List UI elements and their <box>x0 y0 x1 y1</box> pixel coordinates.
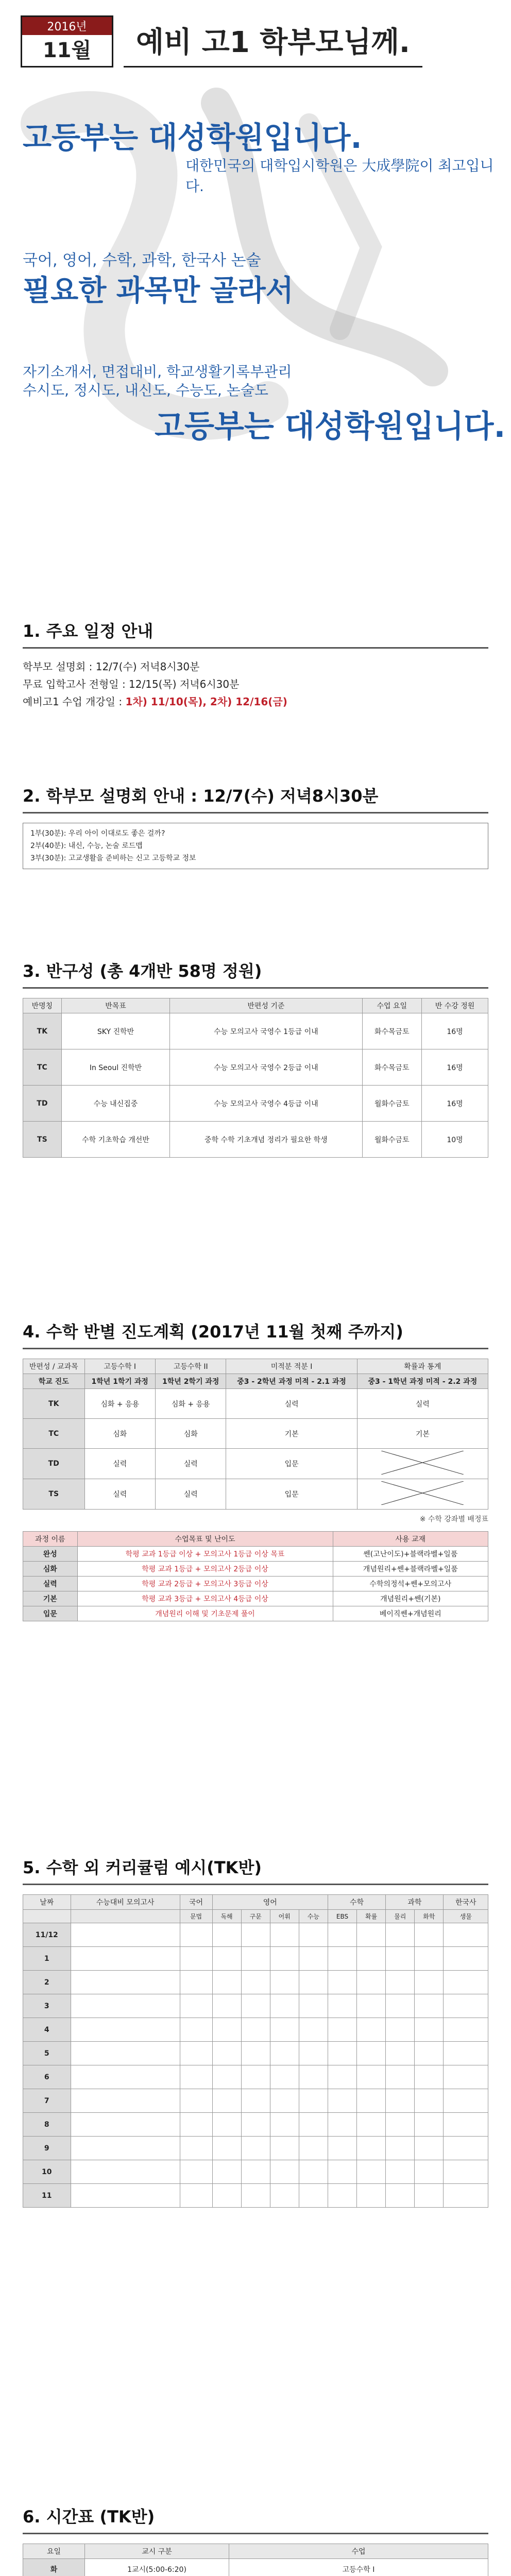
section-title: 2. 학부모 설명회 안내 : 12/7(수) 저녁8시30분 <box>23 783 488 814</box>
col-header: 반편성 기준 <box>170 998 362 1013</box>
schedule-item-start <box>23 693 488 710</box>
date-month: 11월 <box>42 39 92 62</box>
col-header: 과학 <box>386 1895 444 1910</box>
table-cell <box>386 2065 415 2089</box>
table-cell <box>444 2113 488 2137</box>
table-cell <box>444 2160 488 2184</box>
table-cell: 화수목금토 <box>362 1049 422 1086</box>
table-cell <box>328 2042 356 2065</box>
table-cell <box>299 1971 328 1994</box>
table-cell <box>415 1971 444 1994</box>
table-cell <box>71 2137 180 2160</box>
curriculum-table <box>23 1894 488 2208</box>
week-cell: 8 <box>23 2113 71 2137</box>
table-cell <box>270 1923 299 1947</box>
hero-choose: 필요한 과목만 골라서 <box>23 274 294 308</box>
table-cell <box>212 2160 241 2184</box>
table-cell: TK <box>23 1013 62 1049</box>
hero-subjects: 국어, 영어, 수학, 과학, 한국사 논술 <box>23 251 261 269</box>
table-cell <box>270 2042 299 2065</box>
sub-header: 문법 <box>180 1910 212 1923</box>
col-header: 수학 <box>328 1895 385 1910</box>
table-cell <box>241 1947 270 1971</box>
table-cell <box>328 2018 356 2042</box>
table-cell <box>180 1994 212 2018</box>
table-row <box>23 1994 488 2018</box>
table-cell <box>212 2089 241 2113</box>
table-cell: 수능 내신집중 <box>61 1086 169 1122</box>
week-cell: 1 <box>23 1947 71 1971</box>
table-cell <box>212 2042 241 2065</box>
table-cell: 학평 교과 2등급 + 모의고사 3등급 이상 <box>77 1577 333 1591</box>
table-cell: 수학의정석+쎈+모의고사 <box>333 1577 488 1591</box>
col-header: 수능대비 모의고사 <box>71 1895 180 1910</box>
empty-cell-crossed <box>357 1479 488 1510</box>
table-cell <box>71 1971 180 1994</box>
table-cell <box>415 2089 444 2113</box>
table-cell <box>212 1994 241 2018</box>
table-cell <box>444 2137 488 2160</box>
table-cell: TD <box>23 1086 62 1122</box>
sub-header: 구문 <box>241 1910 270 1923</box>
table-cell <box>180 1971 212 1994</box>
table-cell: SKY 진학반 <box>61 1013 169 1049</box>
col-header: 과정 이름 <box>23 1532 78 1547</box>
title-bar <box>21 14 422 67</box>
table-cell <box>299 2089 328 2113</box>
sub-header: 물리 <box>386 1910 415 1923</box>
table-cell: 월화수금토 <box>362 1086 422 1122</box>
table-row <box>23 2160 488 2184</box>
table-cell <box>299 1994 328 2018</box>
cross-out-icon <box>381 1451 464 1475</box>
section-title: 1. 주요 일정 안내 <box>23 618 488 649</box>
table-cell <box>386 1994 415 2018</box>
table-cell <box>71 1923 180 1947</box>
table-cell <box>386 2160 415 2184</box>
table-cell <box>357 1971 386 1994</box>
table-cell <box>328 2137 356 2160</box>
table-cell: 중3 - 2학년 과정 미적 - 2.1 과정 <box>226 1374 357 1389</box>
col-header: 반편성 / 교과목 <box>23 1359 85 1374</box>
table-cell: 월화수금토 <box>362 1122 422 1158</box>
table-cell <box>386 2042 415 2065</box>
section-title: 5. 수학 외 커리큘럼 예시(TK반) <box>23 1855 488 1885</box>
table-cell: 1학년 2학기 과정 <box>155 1374 226 1389</box>
note-line: 2부(40분): 내신, 수능, 논술 로드맵 <box>30 842 143 850</box>
col-header: 고등수학 II <box>155 1359 226 1374</box>
table-cell <box>386 2137 415 2160</box>
table-cell <box>241 2113 270 2137</box>
briefing-section <box>23 783 488 869</box>
table-cell <box>180 2089 212 2113</box>
hero-section <box>0 0 511 536</box>
table-row <box>23 2018 488 2042</box>
week-cell: 11/12 <box>23 1923 71 1947</box>
table-cell <box>299 1947 328 1971</box>
table-cell <box>71 2113 180 2137</box>
table-cell <box>180 2018 212 2042</box>
col-header: 요일 <box>23 2544 85 2559</box>
week-cell: 5 <box>23 2042 71 2065</box>
table-cell: TS <box>23 1479 85 1510</box>
table-cell <box>71 1994 180 2018</box>
table-cell <box>180 2184 212 2208</box>
week-cell: 7 <box>23 2089 71 2113</box>
col-header: 한국사 <box>444 1895 488 1910</box>
table-cell <box>415 1994 444 2018</box>
progress-section <box>23 1319 488 1621</box>
table-cell <box>180 2113 212 2137</box>
table-row <box>23 2137 488 2160</box>
sub-header: 수능 <box>299 1910 328 1923</box>
table-cell: 실력 <box>84 1479 155 1510</box>
timetable-table <box>23 2544 488 2576</box>
date-year: 2016년 <box>22 17 112 35</box>
table-cell: 입문 <box>226 1449 357 1479</box>
week-cell: 3 <box>23 1994 71 2018</box>
table-cell: 10명 <box>422 1122 488 1158</box>
curriculum-section <box>23 1855 488 2208</box>
table-cell: 입문 <box>23 1606 78 1621</box>
table-cell: 중학 수학 기초개념 정리가 필요한 학생 <box>170 1122 362 1158</box>
table-cell: In Seoul 진학반 <box>61 1049 169 1086</box>
table-cell: 실력 <box>226 1389 357 1419</box>
table-cell <box>386 2184 415 2208</box>
col-header: 국어 <box>180 1895 212 1910</box>
course-table <box>23 1531 488 1621</box>
table-cell: 수학 기초학습 개선반 <box>61 1122 169 1158</box>
table-cell <box>444 2018 488 2042</box>
hero-closing: 고등부는 대성학원입니다. <box>155 409 506 445</box>
table-cell: 개념원리+쎈+블랙라벨+일품 <box>333 1562 488 1577</box>
table-cell: 완성 <box>23 1547 78 1562</box>
table-cell <box>241 2042 270 2065</box>
table-cell <box>71 2018 180 2042</box>
table-cell <box>71 2042 180 2065</box>
table-cell: 화 <box>23 2559 85 2576</box>
table-cell: 수능 모의고사 국영수 1등급 이내 <box>170 1013 362 1049</box>
date-badge <box>21 15 113 67</box>
table-cell <box>270 1971 299 1994</box>
table-cell <box>241 2184 270 2208</box>
table-cell: 16명 <box>422 1049 488 1086</box>
table-row <box>23 2089 488 2113</box>
table-cell <box>270 2160 299 2184</box>
sub-header: 생물 <box>444 1910 488 1923</box>
note-line: 1부(30분): 우리 아이 이대로도 좋은 걸까? <box>30 829 165 838</box>
start-label: 예비고1 수업 개강일 : <box>23 696 126 708</box>
table-cell <box>212 1923 241 1947</box>
empty-cell-crossed <box>357 1449 488 1479</box>
table-cell: 기본 <box>357 1419 488 1449</box>
table-cell <box>357 2113 386 2137</box>
table-cell <box>415 1947 444 1971</box>
table-cell <box>415 2137 444 2160</box>
sub-header: 화학 <box>415 1910 444 1923</box>
sub-header <box>23 1910 71 1923</box>
table-cell <box>241 1994 270 2018</box>
table-cell <box>357 2184 386 2208</box>
table-cell <box>71 1947 180 1971</box>
table-cell <box>212 2065 241 2089</box>
table-cell: 수능 모의고사 국영수 4등급 이내 <box>170 1086 362 1122</box>
hero-exams: 수시도, 정시도, 내신도, 수능도, 논술도 <box>23 382 268 399</box>
week-cell: 9 <box>23 2137 71 2160</box>
table-cell: 16명 <box>422 1086 488 1122</box>
table-cell <box>444 1971 488 1994</box>
table-cell <box>299 2160 328 2184</box>
table-cell <box>270 1994 299 2018</box>
table-cell <box>328 1994 356 2018</box>
table-cell <box>270 2113 299 2137</box>
table-cell <box>444 2089 488 2113</box>
table-cell: TK <box>23 1389 85 1419</box>
table-cell <box>299 2042 328 2065</box>
table-cell: 베이직쎈+개념원리 <box>333 1606 488 1621</box>
col-header: 미적분 적분 I <box>226 1359 357 1374</box>
table-cell <box>357 2042 386 2065</box>
table-row <box>23 2113 488 2137</box>
table-cell <box>415 2065 444 2089</box>
table-cell <box>71 2160 180 2184</box>
note-line: 3부(30분): 고교생활을 준비하는 신고 고등학교 정보 <box>30 854 196 862</box>
table-cell <box>299 2113 328 2137</box>
table-cell <box>357 2089 386 2113</box>
col-header: 수업 요일 <box>362 998 422 1013</box>
table-cell <box>328 2113 356 2137</box>
section-title: 6. 시간표 (TK반) <box>23 2504 488 2534</box>
table-cell <box>241 2018 270 2042</box>
table-cell <box>328 2089 356 2113</box>
table-cell <box>299 1923 328 1947</box>
table-cell <box>328 1971 356 1994</box>
table-cell: TC <box>23 1419 85 1449</box>
week-cell: 10 <box>23 2160 71 2184</box>
sub-header: 어휘 <box>270 1910 299 1923</box>
col-header: 고등수학 I <box>84 1359 155 1374</box>
table-cell <box>357 2065 386 2089</box>
table-cell <box>241 1923 270 1947</box>
table-cell <box>270 2065 299 2089</box>
sub-header <box>71 1910 180 1923</box>
table-cell <box>386 1923 415 1947</box>
table-cell <box>299 2018 328 2042</box>
week-cell: 2 <box>23 1971 71 1994</box>
table-cell: TS <box>23 1122 62 1158</box>
table-cell: 실력 <box>84 1449 155 1479</box>
sub-header: 확률 <box>357 1910 386 1923</box>
sub-header: 독해 <box>212 1910 241 1923</box>
table-cell <box>71 2065 180 2089</box>
col-header: 반 수강 정원 <box>422 998 488 1013</box>
table-cell <box>180 1947 212 1971</box>
table-cell: 화수목금토 <box>362 1013 422 1049</box>
col-header: 날짜 <box>23 1895 71 1910</box>
table-cell <box>357 1923 386 1947</box>
table-cell <box>212 2137 241 2160</box>
table-cell: 1교시(5:00-6:20) <box>85 2559 229 2576</box>
table-cell <box>328 1923 356 1947</box>
table-cell <box>386 1947 415 1971</box>
letter-title: 예비 고1 학부모님께. <box>124 14 422 67</box>
table-cell: 심화 + 응용 <box>84 1389 155 1419</box>
table-cell <box>212 2018 241 2042</box>
table-cell: 학교 진도 <box>23 1374 85 1389</box>
table-cell: 16명 <box>422 1013 488 1049</box>
col-header: 사용 교재 <box>333 1532 488 1547</box>
week-cell: 6 <box>23 2065 71 2089</box>
col-header: 수업목표 및 난이도 <box>77 1532 333 1547</box>
section-title: 3. 반구성 (총 4개반 58명 정원) <box>23 958 488 989</box>
table-row <box>23 2065 488 2089</box>
class-section <box>23 958 488 1158</box>
briefing-notes <box>23 823 488 869</box>
table-cell <box>299 2184 328 2208</box>
table-cell <box>270 2137 299 2160</box>
table-cell <box>386 1971 415 1994</box>
table-row <box>23 1923 488 1947</box>
table-cell <box>415 1923 444 1947</box>
schedule-item: 무료 입학고사 전형일 : 12/15(목) 저녁6시30분 <box>23 678 240 690</box>
col-header: 영어 <box>212 1895 328 1910</box>
table-cell: 심화 + 응용 <box>155 1389 226 1419</box>
table-cell: 중3 - 1학년 과정 미적 - 2.2 과정 <box>357 1374 488 1389</box>
class-table <box>23 998 488 1158</box>
table-cell <box>444 2065 488 2089</box>
table-cell <box>270 2018 299 2042</box>
cross-out-icon <box>381 1481 464 1505</box>
table-row <box>23 2042 488 2065</box>
table-cell <box>270 1947 299 1971</box>
table-note: ※ 수학 강좌별 배정표 <box>419 1515 488 1523</box>
table-cell <box>299 2065 328 2089</box>
table-cell: 1학년 1학기 과정 <box>84 1374 155 1389</box>
table-cell <box>444 2184 488 2208</box>
table-cell <box>357 2018 386 2042</box>
table-cell <box>328 2184 356 2208</box>
table-cell: 고등수학 I <box>229 2559 488 2576</box>
table-cell <box>241 2137 270 2160</box>
table-cell: 수능 모의고사 국영수 2등급 이내 <box>170 1049 362 1086</box>
table-cell <box>241 2065 270 2089</box>
table-cell: 쎈(고난이도)+블랙라벨+일품 <box>333 1547 488 1562</box>
section-title: 4. 수학 반별 진도계획 (2017년 11월 첫째 주까지) <box>23 1319 488 1349</box>
start-dates: 1차) 11/10(목), 2차) 12/16(금) <box>125 696 287 708</box>
table-cell <box>328 2065 356 2089</box>
table-cell: 기본 <box>226 1419 357 1449</box>
table-cell <box>386 2089 415 2113</box>
table-cell <box>212 1971 241 1994</box>
table-cell: 실력 <box>155 1479 226 1510</box>
table-cell <box>212 2184 241 2208</box>
table-cell: 실력 <box>155 1449 226 1479</box>
table-cell: 입문 <box>226 1479 357 1510</box>
table-cell <box>328 2160 356 2184</box>
table-cell <box>415 2113 444 2137</box>
table-cell <box>444 1923 488 1947</box>
table-cell: 개념원리 이해 및 기초문제 풀이 <box>77 1606 333 1621</box>
table-cell <box>180 2160 212 2184</box>
table-cell: 학평 교과 1등급 이상 + 모의고사 1등급 이상 목표 <box>77 1547 333 1562</box>
table-cell <box>180 2137 212 2160</box>
table-cell: 심화 <box>155 1419 226 1449</box>
table-cell <box>241 1971 270 1994</box>
hero-services: 자기소개서, 면접대비, 학교생활기록부관리 <box>23 363 292 380</box>
table-cell <box>71 2089 180 2113</box>
table-cell <box>415 2018 444 2042</box>
table-cell <box>357 1994 386 2018</box>
hero-subline: 대한민국의 대학입시학원은 大成學院이 최고입니다. <box>185 157 494 195</box>
table-cell: 학평 교과 1등급 + 모의고사 2등급 이상 <box>77 1562 333 1577</box>
table-cell <box>386 2018 415 2042</box>
table-cell <box>212 1947 241 1971</box>
col-header: 반목표 <box>61 998 169 1013</box>
table-cell <box>212 2113 241 2137</box>
table-cell <box>415 2184 444 2208</box>
table-cell <box>180 2065 212 2089</box>
hero-headline: 고등부는 대성학원입니다. <box>23 120 362 155</box>
table-cell <box>241 2160 270 2184</box>
week-cell: 11 <box>23 2184 71 2208</box>
col-header: 교시 구분 <box>85 2544 229 2559</box>
table-cell: TC <box>23 1049 62 1086</box>
table-cell <box>270 2089 299 2113</box>
col-header: 반명칭 <box>23 998 62 1013</box>
table-cell <box>71 2184 180 2208</box>
schedule-section <box>23 618 488 710</box>
col-header: 수업 <box>229 2544 488 2559</box>
col-header: 확률과 통계 <box>357 1359 488 1374</box>
table-cell <box>444 1947 488 1971</box>
table-cell <box>357 2137 386 2160</box>
progress-table <box>23 1359 488 1510</box>
table-cell: 학평 교과 3등급 + 모의고사 4등급 이상 <box>77 1591 333 1606</box>
table-cell <box>415 2160 444 2184</box>
table-cell <box>444 1994 488 2018</box>
table-cell <box>357 2160 386 2184</box>
table-row <box>23 1971 488 1994</box>
table-cell <box>328 1947 356 1971</box>
table-row <box>23 2184 488 2208</box>
table-cell: 심화 <box>84 1419 155 1449</box>
timetable-section <box>23 2504 488 2576</box>
table-cell <box>444 2042 488 2065</box>
table-cell <box>357 1947 386 1971</box>
table-cell: 실력 <box>23 1577 78 1591</box>
week-cell: 4 <box>23 2018 71 2042</box>
table-cell <box>299 2137 328 2160</box>
table-cell: TD <box>23 1449 85 1479</box>
table-cell: 실력 <box>357 1389 488 1419</box>
table-cell <box>180 1923 212 1947</box>
table-cell: 심화 <box>23 1562 78 1577</box>
table-cell <box>270 2184 299 2208</box>
table-cell <box>415 2042 444 2065</box>
schedule-item: 학부모 설명회 : 12/7(수) 저녁8시30분 <box>23 660 200 673</box>
table-cell: 개념원리+쎈(기본) <box>333 1591 488 1606</box>
sub-header: EBS <box>328 1910 356 1923</box>
table-cell <box>180 2042 212 2065</box>
table-cell: 기본 <box>23 1591 78 1606</box>
table-cell <box>386 2113 415 2137</box>
table-row <box>23 1947 488 1971</box>
table-cell <box>241 2089 270 2113</box>
